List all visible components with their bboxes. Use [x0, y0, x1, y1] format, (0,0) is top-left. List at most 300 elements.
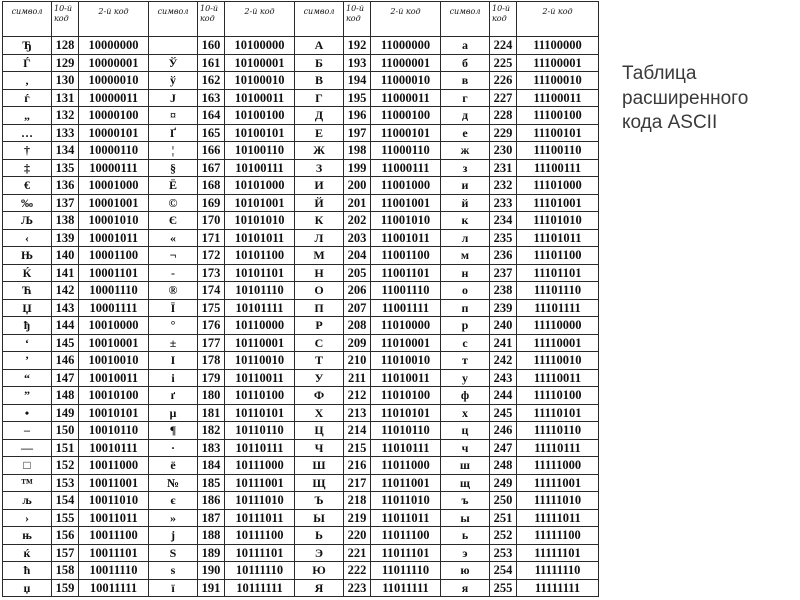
table-cell-decimal: 132	[52, 107, 79, 125]
table-cell-binary: 10010110	[79, 422, 149, 440]
page-title	[622, 62, 792, 136]
table-row	[3, 439, 599, 457]
table-cell-symbol: н	[441, 264, 490, 282]
table-cell-decimal: 140	[52, 247, 79, 265]
table-cell-symbol: —	[3, 439, 52, 457]
table-cell-decimal: 250	[490, 492, 517, 510]
table-cell-binary: 10111111	[225, 579, 295, 597]
table-cell-binary: 11111101	[517, 544, 599, 562]
table-cell-binary: 11100101	[517, 124, 599, 142]
table-cell-symbol: «	[149, 229, 198, 247]
table-cell-binary: 10000001	[79, 54, 149, 72]
table-cell-symbol: Ќ	[3, 264, 52, 282]
table-cell-decimal: 152	[52, 457, 79, 475]
table-cell-decimal: 144	[52, 317, 79, 335]
table-cell-symbol: ±	[149, 334, 198, 352]
table-cell-symbol: і	[149, 369, 198, 387]
table-row	[3, 72, 599, 90]
table-cell-binary: 11001000	[371, 177, 441, 195]
table-cell-symbol: ‰	[3, 194, 52, 212]
table-cell-symbol: €	[3, 177, 52, 195]
table-cell-decimal: 182	[198, 422, 225, 440]
table-cell-binary: 10011000	[79, 457, 149, 475]
table-cell-binary: 10000110	[79, 142, 149, 160]
table-cell-binary: 10000011	[79, 89, 149, 107]
table-cell-symbol: ©	[149, 194, 198, 212]
table-cell-binary: 11001101	[371, 264, 441, 282]
table-cell-binary: 10101111	[225, 299, 295, 317]
table-cell-symbol: ¬	[149, 247, 198, 265]
table-cell-binary: 11011110	[371, 562, 441, 580]
table-cell-binary: 10001100	[79, 247, 149, 265]
table-cell-symbol: а	[441, 37, 490, 55]
table-cell-decimal: 248	[490, 457, 517, 475]
table-cell-symbol: є	[149, 492, 198, 510]
table-cell-symbol: Й	[295, 194, 344, 212]
table-cell-binary: 10110100	[225, 387, 295, 405]
table-cell-binary: 11001010	[371, 212, 441, 230]
table-cell-binary: 11100111	[517, 159, 599, 177]
table-cell-binary: 11001100	[371, 247, 441, 265]
table-cell-binary: 10011101	[79, 544, 149, 562]
table-row	[3, 317, 599, 335]
table-cell-binary: 11001011	[371, 229, 441, 247]
table-header-row	[3, 2, 599, 37]
table-cell-decimal: 171	[198, 229, 225, 247]
table-cell-decimal: 186	[198, 492, 225, 510]
table-cell-symbol: Ґ	[149, 124, 198, 142]
table-cell-decimal: 207	[344, 299, 371, 317]
table-cell-decimal: 141	[52, 264, 79, 282]
table-cell-symbol: І	[149, 352, 198, 370]
table-cell-symbol: ·	[149, 439, 198, 457]
table-cell-symbol: з	[441, 159, 490, 177]
table-cell-symbol: Њ	[3, 247, 52, 265]
table-cell-decimal: 156	[52, 527, 79, 545]
table-cell-decimal: 167	[198, 159, 225, 177]
table-cell-binary: 11110110	[517, 422, 599, 440]
table-cell-decimal: 139	[52, 229, 79, 247]
table-cell-decimal: 244	[490, 387, 517, 405]
table-cell-decimal: 165	[198, 124, 225, 142]
table-cell-binary: 10111100	[225, 527, 295, 545]
table-cell-symbol: “	[3, 369, 52, 387]
table-cell-decimal: 194	[344, 72, 371, 90]
table-cell-binary: 11000000	[371, 37, 441, 55]
table-cell-decimal: 155	[52, 509, 79, 527]
table-cell-decimal: 247	[490, 439, 517, 457]
table-cell-symbol: ч	[441, 439, 490, 457]
table-cell-binary: 11101001	[517, 194, 599, 212]
table-cell-decimal: 234	[490, 212, 517, 230]
table-cell-binary: 10110001	[225, 334, 295, 352]
table-cell-binary: 11111110	[517, 562, 599, 580]
table-cell-symbol: ‹	[3, 229, 52, 247]
table-cell-binary: 10100110	[225, 142, 295, 160]
table-cell-symbol: У	[295, 369, 344, 387]
table-cell-binary: 10001101	[79, 264, 149, 282]
table-cell-symbol: Е	[295, 124, 344, 142]
table-cell-binary: 10001011	[79, 229, 149, 247]
table-cell-binary: 10111110	[225, 562, 295, 580]
table-cell-decimal: 162	[198, 72, 225, 90]
table-cell-binary: 10010001	[79, 334, 149, 352]
table-cell-symbol: ў	[149, 72, 198, 90]
table-cell-symbol: А	[295, 37, 344, 55]
table-row	[3, 264, 599, 282]
table-cell-decimal: 179	[198, 369, 225, 387]
table-cell-symbol: µ	[149, 404, 198, 422]
table-cell-decimal: 134	[52, 142, 79, 160]
table-cell-binary: 10100100	[225, 107, 295, 125]
table-cell-decimal: 137	[52, 194, 79, 212]
table-cell-symbol: х	[441, 404, 490, 422]
table-cell-binary: 11111000	[517, 457, 599, 475]
table-cell-binary: 11010011	[371, 369, 441, 387]
table-cell-symbol: и	[441, 177, 490, 195]
table-cell-decimal: 193	[344, 54, 371, 72]
table-cell-decimal: 249	[490, 474, 517, 492]
table-row	[3, 212, 599, 230]
table-cell-binary: 11100110	[517, 142, 599, 160]
table-cell-decimal: 215	[344, 439, 371, 457]
table-cell-decimal: 143	[52, 299, 79, 317]
table-cell-symbol: э	[441, 544, 490, 562]
table-cell-decimal: 201	[344, 194, 371, 212]
table-cell-decimal: 150	[52, 422, 79, 440]
table-cell-binary: 11010001	[371, 334, 441, 352]
table-cell-decimal: 206	[344, 282, 371, 300]
table-cell-symbol: З	[295, 159, 344, 177]
table-cell-symbol: Ї	[149, 299, 198, 317]
table-cell-decimal: 246	[490, 422, 517, 440]
table-row	[3, 282, 599, 300]
table-cell-binary: 11011000	[371, 457, 441, 475]
table-cell-symbol: ’	[3, 352, 52, 370]
table-cell-decimal: 175	[198, 299, 225, 317]
table-row	[3, 509, 599, 527]
table-cell-decimal: 154	[52, 492, 79, 510]
table-row	[3, 142, 599, 160]
table-cell-symbol: к	[441, 212, 490, 230]
table-row	[3, 369, 599, 387]
table-cell-decimal: 188	[198, 527, 225, 545]
table-row	[3, 334, 599, 352]
table-cell-symbol: Ю	[295, 562, 344, 580]
table-cell-decimal: 142	[52, 282, 79, 300]
table-cell-decimal: 173	[198, 264, 225, 282]
table-cell-binary: 11100100	[517, 107, 599, 125]
table-cell-binary: 11110010	[517, 352, 599, 370]
table-row	[3, 107, 599, 125]
table-cell-decimal: 225	[490, 54, 517, 72]
table-cell-decimal: 212	[344, 387, 371, 405]
table-cell-symbol: °	[149, 317, 198, 335]
table-cell-symbol: ”	[3, 387, 52, 405]
table-cell-decimal: 153	[52, 474, 79, 492]
table-cell-binary: 11000110	[371, 142, 441, 160]
table-cell-binary: 11110011	[517, 369, 599, 387]
table-cell-binary: 11110100	[517, 387, 599, 405]
table-cell-binary: 11100010	[517, 72, 599, 90]
table-cell-decimal: 178	[198, 352, 225, 370]
table-cell-symbol: Ф	[295, 387, 344, 405]
table-cell-symbol: Ш	[295, 457, 344, 475]
table-cell-symbol: ю	[441, 562, 490, 580]
table-cell-symbol: ¤	[149, 107, 198, 125]
table-cell-symbol: Љ	[3, 212, 52, 230]
table-cell-binary: 10011001	[79, 474, 149, 492]
table-cell-binary: 11011100	[371, 527, 441, 545]
table-cell-symbol: л	[441, 229, 490, 247]
table-cell-binary: 11101100	[517, 247, 599, 265]
table-cell-binary: 10011111	[79, 579, 149, 597]
table-cell-symbol: я	[441, 579, 490, 597]
table-cell-binary: 10100010	[225, 72, 295, 90]
table-cell-symbol: Щ	[295, 474, 344, 492]
table-cell-symbol: Ъ	[295, 492, 344, 510]
header-binary-code: 2-й код	[79, 2, 149, 37]
table-cell-symbol: б	[441, 54, 490, 72]
table-cell-binary: 10110011	[225, 369, 295, 387]
table-row	[3, 474, 599, 492]
table-cell-symbol: Ј	[149, 89, 198, 107]
table-cell-binary: 10100000	[225, 37, 295, 55]
table-cell-decimal: 146	[52, 352, 79, 370]
table-cell-decimal: 211	[344, 369, 371, 387]
table-cell-decimal: 227	[490, 89, 517, 107]
table-cell-symbol: щ	[441, 474, 490, 492]
table-cell-decimal: 232	[490, 177, 517, 195]
header-binary-code: 2-й код	[517, 2, 599, 37]
table-row	[3, 89, 599, 107]
table-cell-symbol: И	[295, 177, 344, 195]
table-cell-binary: 10001001	[79, 194, 149, 212]
table-cell-binary: 10101011	[225, 229, 295, 247]
table-cell-binary: 10011011	[79, 509, 149, 527]
table-cell-symbol: П	[295, 299, 344, 317]
table-cell-symbol: ђ	[3, 317, 52, 335]
table-cell-decimal: 228	[490, 107, 517, 125]
table-cell-binary: 10101100	[225, 247, 295, 265]
table-cell-binary: 11011011	[371, 509, 441, 527]
table-cell-decimal: 180	[198, 387, 225, 405]
table-cell-symbol: д	[441, 107, 490, 125]
table-cell-symbol: џ	[3, 579, 52, 597]
table-cell-symbol: В	[295, 72, 344, 90]
table-cell-symbol: □	[3, 457, 52, 475]
table-cell-decimal: 176	[198, 317, 225, 335]
table-cell-symbol: Л	[295, 229, 344, 247]
table-cell-symbol: р	[441, 317, 490, 335]
table-cell-symbol: с	[441, 334, 490, 352]
table-cell-symbol: ф	[441, 387, 490, 405]
table-cell-decimal: 130	[52, 72, 79, 90]
table-cell-binary: 10010111	[79, 439, 149, 457]
table-cell-decimal: 136	[52, 177, 79, 195]
header-decimal-code: 10-й код	[198, 2, 225, 37]
table-cell-binary: 10010100	[79, 387, 149, 405]
table-cell-decimal: 229	[490, 124, 517, 142]
table-cell-binary: 11110000	[517, 317, 599, 335]
table-cell-decimal: 187	[198, 509, 225, 527]
table-cell-decimal: 235	[490, 229, 517, 247]
table-cell-symbol: -	[149, 264, 198, 282]
table-cell-binary: 10101000	[225, 177, 295, 195]
table-cell-binary: 11110111	[517, 439, 599, 457]
header-symbol: символ	[3, 2, 52, 37]
table-cell-decimal: 209	[344, 334, 371, 352]
table-cell-binary: 10001000	[79, 177, 149, 195]
table-cell-binary: 11001110	[371, 282, 441, 300]
table-cell-symbol: ћ	[3, 562, 52, 580]
table-cell-symbol: ¦	[149, 142, 198, 160]
table-row	[3, 177, 599, 195]
table-cell-symbol: њ	[3, 527, 52, 545]
table-cell-symbol: Х	[295, 404, 344, 422]
table-cell-binary: 10010010	[79, 352, 149, 370]
table-cell-symbol: »	[149, 509, 198, 527]
table-cell-decimal: 220	[344, 527, 371, 545]
table-cell-binary: 10111001	[225, 474, 295, 492]
table-cell-decimal: 131	[52, 89, 79, 107]
table-cell-decimal: 196	[344, 107, 371, 125]
table-cell-symbol: о	[441, 282, 490, 300]
table-row	[3, 492, 599, 510]
table-cell-binary: 10100011	[225, 89, 295, 107]
header-symbol: символ	[149, 2, 198, 37]
table-cell-symbol: Ў	[149, 54, 198, 72]
table-cell-binary: 10111010	[225, 492, 295, 510]
table-row	[3, 194, 599, 212]
table-cell-symbol: Ч	[295, 439, 344, 457]
table-row	[3, 37, 599, 55]
table-cell-decimal: 210	[344, 352, 371, 370]
table-cell-decimal: 170	[198, 212, 225, 230]
table-cell-binary: 11010000	[371, 317, 441, 335]
table-cell-decimal: 242	[490, 352, 517, 370]
table-cell-symbol: ®	[149, 282, 198, 300]
table-cell-decimal: 145	[52, 334, 79, 352]
table-cell-decimal: 135	[52, 159, 79, 177]
table-cell-binary: 10000101	[79, 124, 149, 142]
table-cell-symbol: г	[441, 89, 490, 107]
table-cell-symbol: …	[3, 124, 52, 142]
table-cell-binary: 11100001	[517, 54, 599, 72]
table-cell-symbol: №	[149, 474, 198, 492]
table-row	[3, 352, 599, 370]
table-cell-decimal: 161	[198, 54, 225, 72]
table-cell-symbol: ж	[441, 142, 490, 160]
table-cell-binary: 10101001	[225, 194, 295, 212]
table-cell-symbol: Э	[295, 544, 344, 562]
header-decimal-code: 10-й код	[344, 2, 371, 37]
table-cell-binary: 11101101	[517, 264, 599, 282]
table-row	[3, 387, 599, 405]
table-cell-binary: 10000100	[79, 107, 149, 125]
table-cell-symbol: Р	[295, 317, 344, 335]
table-cell-symbol: Я	[295, 579, 344, 597]
table-cell-decimal: 158	[52, 562, 79, 580]
table-cell-symbol: в	[441, 72, 490, 90]
table-cell-binary: 11000100	[371, 107, 441, 125]
table-cell-binary: 10100111	[225, 159, 295, 177]
table-cell-symbol: ё	[149, 457, 198, 475]
table-cell-binary: 11010100	[371, 387, 441, 405]
table-cell-symbol: Ж	[295, 142, 344, 160]
table-cell-symbol: Ђ	[3, 37, 52, 55]
table-cell-binary: 10000000	[79, 37, 149, 55]
table-cell-decimal: 241	[490, 334, 517, 352]
table-cell-decimal: 208	[344, 317, 371, 335]
table-cell-binary: 10011010	[79, 492, 149, 510]
table-cell-decimal: 197	[344, 124, 371, 142]
table-cell-binary: 11010101	[371, 404, 441, 422]
table-cell-symbol: ь	[441, 527, 490, 545]
header-symbol: символ	[295, 2, 344, 37]
table-cell-symbol: ‚	[3, 72, 52, 90]
table-cell-symbol: ј	[149, 527, 198, 545]
table-cell-decimal: 128	[52, 37, 79, 55]
table-cell-decimal: 251	[490, 509, 517, 527]
table-cell-symbol: ѓ	[3, 89, 52, 107]
table-cell-binary: 11111010	[517, 492, 599, 510]
table-cell-decimal: 172	[198, 247, 225, 265]
table-cell-binary: 10001010	[79, 212, 149, 230]
table-cell-binary: 10111011	[225, 509, 295, 527]
table-cell-binary: 11000111	[371, 159, 441, 177]
table-cell-decimal: 255	[490, 579, 517, 597]
table-cell-binary: 11101110	[517, 282, 599, 300]
table-cell-decimal: 191	[198, 579, 225, 597]
table-cell-binary: 10110000	[225, 317, 295, 335]
table-cell-binary: 10011100	[79, 527, 149, 545]
table-row	[3, 404, 599, 422]
header-symbol: символ	[441, 2, 490, 37]
table-cell-symbol: §	[149, 159, 198, 177]
table-cell-binary: 11010111	[371, 439, 441, 457]
table-cell-decimal: 237	[490, 264, 517, 282]
table-cell-decimal: 169	[198, 194, 225, 212]
table-cell-decimal: 159	[52, 579, 79, 597]
table-cell-decimal: 166	[198, 142, 225, 160]
table-cell-decimal: 185	[198, 474, 225, 492]
table-cell-decimal: 245	[490, 404, 517, 422]
table-cell-decimal: 174	[198, 282, 225, 300]
table-cell-binary: 10010011	[79, 369, 149, 387]
table-cell-symbol: Т	[295, 352, 344, 370]
table-cell-symbol: ц	[441, 422, 490, 440]
table-cell-symbol: •	[3, 404, 52, 422]
table-row	[3, 544, 599, 562]
table-cell-binary: 10001111	[79, 299, 149, 317]
table-cell-symbol: Џ	[3, 299, 52, 317]
table-cell-symbol: М	[295, 247, 344, 265]
header-decimal-code: 10-й код	[52, 2, 79, 37]
table-cell-symbol: ы	[441, 509, 490, 527]
table-cell-decimal: 236	[490, 247, 517, 265]
table-cell-symbol: О	[295, 282, 344, 300]
table-cell-symbol: –	[3, 422, 52, 440]
table-cell-decimal: 253	[490, 544, 517, 562]
table-cell-binary: 11101111	[517, 299, 599, 317]
table-cell-decimal: 129	[52, 54, 79, 72]
table-cell-decimal: 214	[344, 422, 371, 440]
table-cell-binary: 10000010	[79, 72, 149, 90]
table-cell-decimal: 226	[490, 72, 517, 90]
title-line: расширенного	[622, 87, 749, 109]
table-row	[3, 299, 599, 317]
